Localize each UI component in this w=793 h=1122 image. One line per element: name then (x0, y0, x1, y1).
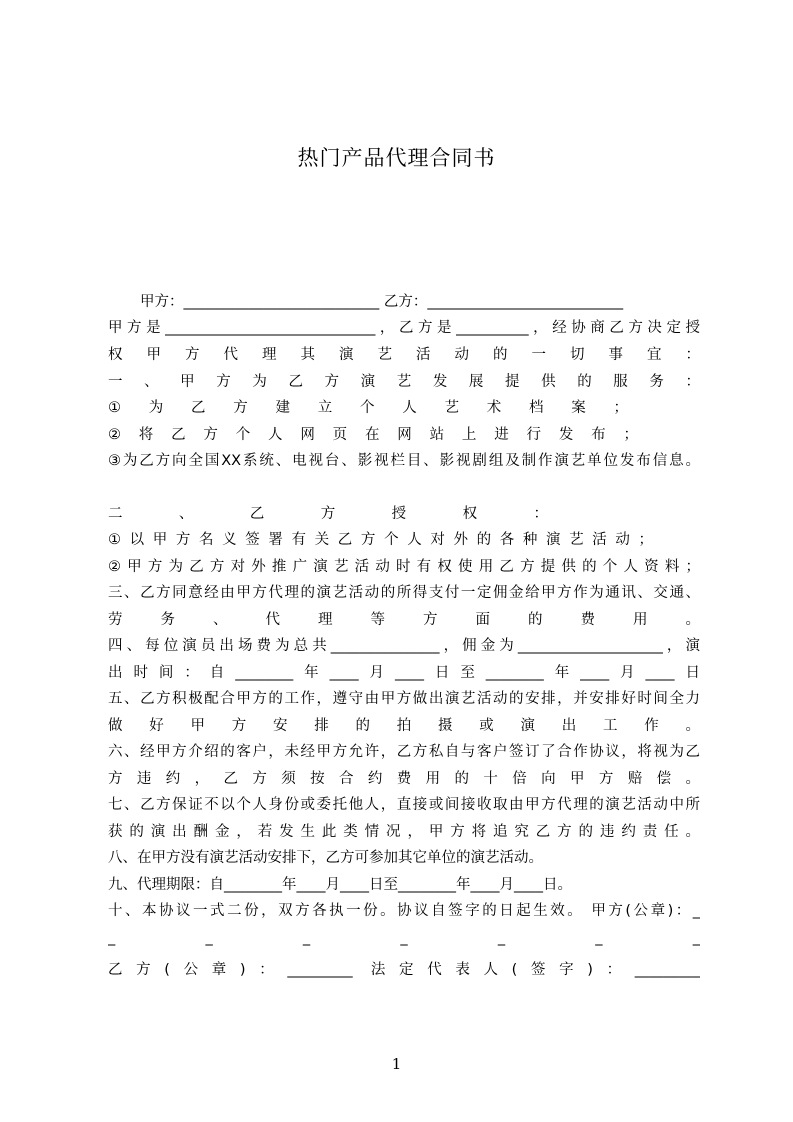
section-3-line-1: 三、乙方同意经由甲方代理的演艺活动的所得支付一定佣金给甲方作为通讯、交通、 (108, 585, 700, 601)
signature-blank-line: _ _ _ _ _ _ _ (108, 930, 700, 946)
section-10-line: 十、本协议一式二份，双方各执一份。协议自签字的日起生效。 甲方(公章)：_ (108, 903, 700, 919)
section-3-line-2: 劳 务 、 代 理 等 方 面 的 费 用 。 (108, 612, 700, 628)
section-6-line-2: 方 违 约 ， 乙 方 须 按 合 约 费 用 的 十 倍 向 甲 方 赔 偿 。 (108, 771, 700, 787)
section-1-item-2: ② 将 乙 方 个 人 网 页 在 网 站 上 进 行 发 布 ； (108, 427, 638, 443)
section-8-line: 八、在甲方没有演艺活动安排下，乙方可参加其它单位的演艺活动。 (108, 850, 543, 866)
section-2-item-1: ①以甲方名义签署有关乙方个人对外的各种演艺活动； (108, 532, 653, 548)
intro-line-cont: 权 甲 方 代 理 其 演 艺 活 动 的 一 切 事 宜 ： (108, 347, 700, 363)
section-1-item-1: ① 为 乙 方 建 立 个 人 艺 术 档 案 ； (108, 400, 628, 416)
section-5-line-1: 五、乙方积极配合甲方的工作，遵守由甲方做出演艺活动的安排，并安排好时间全力 (108, 691, 700, 707)
section-4-line-1: 四、每位演员出场费为总共_______________，佣金为____________________，演 (108, 638, 700, 654)
intro-line: 甲方是_____________________________，乙方是__________，经协商乙方决定授 (108, 320, 700, 336)
section-2-item-2: ②甲方为乙方对外推广演艺活动时有权使用乙方提供的个人资料； (108, 559, 700, 575)
page-number: 1 (391, 1055, 402, 1073)
section-7-line-2: 获的演出酬金，若发生此类情况，甲方将追究乙方的违约责任。 (108, 824, 700, 840)
party-line: 甲方：___________________________ 乙方：___________________________ (140, 294, 624, 310)
section-9-line: 九、代理期限：自________年____月____日至________年____月____日。 (108, 877, 572, 893)
section-5-line-2: 做 好 甲 方 安 排 的 拍 摄 或 演 出 工 作 。 (108, 718, 700, 734)
section-4-line-2: 出时间：自________年____月____日至________年____月____日 (108, 665, 700, 681)
section-6-line-1: 六、经甲方介绍的客户，未经甲方允许，乙方私自与客户签订了合作协议，将视为乙 (108, 744, 700, 760)
section-1-heading: 一 、 甲 方 为 乙 方 演 艺 发 展 提 供 的 服 务 ： (108, 374, 700, 390)
section-2-heading: 二 、 乙 方 授 权 ： (108, 506, 548, 522)
document-title: 热门产品代理合同书 (297, 146, 496, 170)
section-7-line-1: 七、乙方保证不以个人身份或委托他人，直接或间接收取由甲方代理的演艺活动中所 (108, 797, 700, 813)
section-1-item-3: ③为乙方向全国XX系统、电视台、影视栏目、影视剧组及制作演艺单位发布信息。 (108, 453, 700, 469)
signature-line: 乙方(公章)：_________ 法定代表人(签字)：_________ (108, 962, 700, 978)
